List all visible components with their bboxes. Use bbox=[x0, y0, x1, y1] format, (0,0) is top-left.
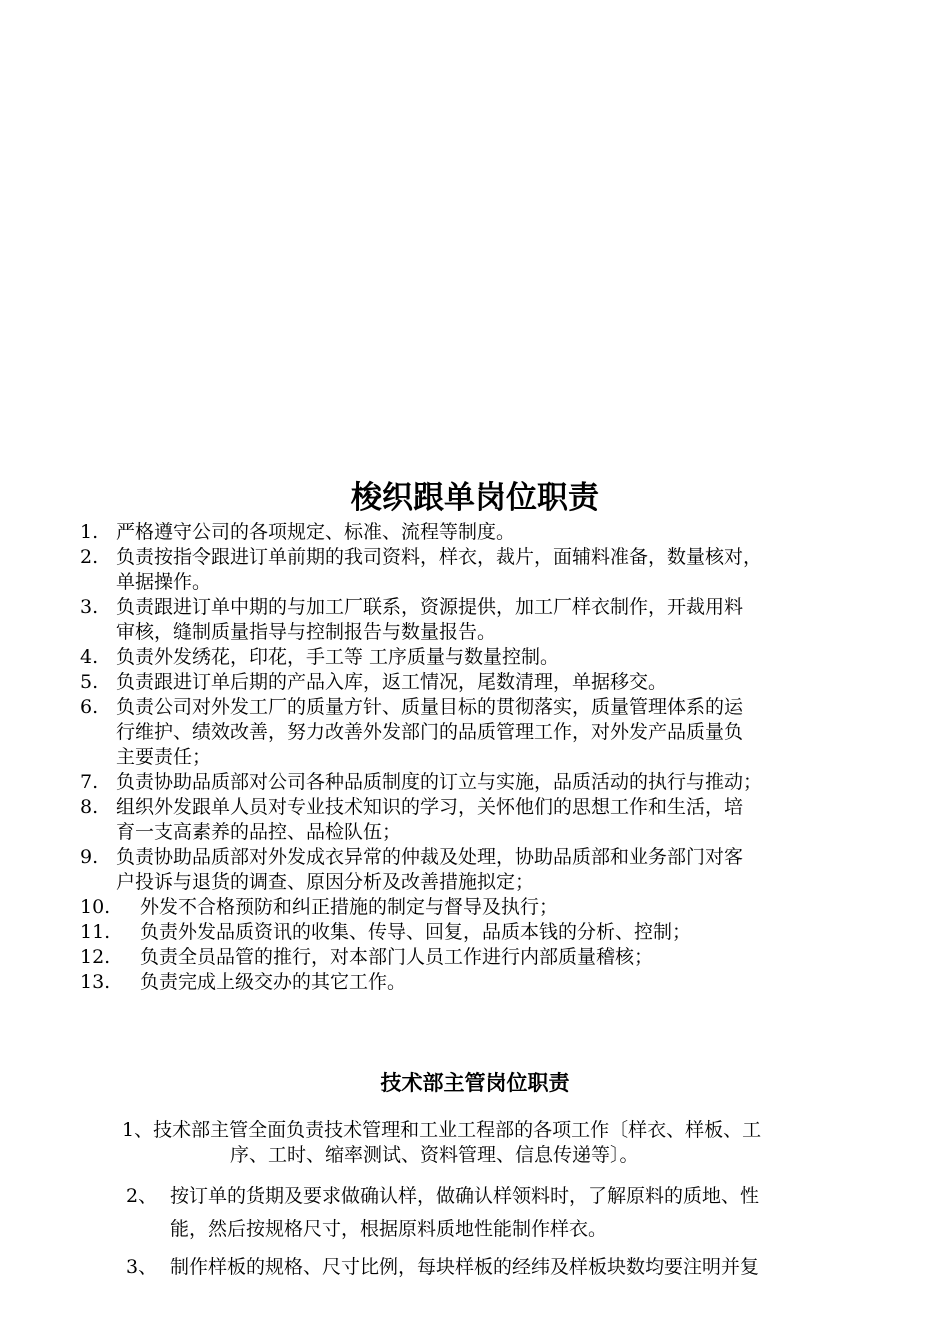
list-item bbox=[80, 695, 880, 770]
list-item bbox=[80, 920, 880, 945]
item-line: 主要责任； bbox=[116, 746, 212, 768]
paragraph-line: 能，然后按规格尺寸，根据原料质地性能制作样衣。 bbox=[170, 1218, 608, 1240]
item-number: 4. bbox=[80, 646, 99, 668]
item-line: 育一支高素养的品控、品检队伍； bbox=[116, 821, 402, 843]
list-item bbox=[80, 645, 880, 670]
list-item bbox=[80, 595, 880, 645]
list-item bbox=[80, 895, 880, 920]
list-item bbox=[80, 545, 880, 595]
item-line: 户投诉与退货的调查、原因分析及改善措施拟定； bbox=[116, 871, 535, 893]
duty-paragraph bbox=[126, 1251, 886, 1284]
section-title-weaving-merchandiser: 梭织跟单岗位职责 bbox=[351, 480, 599, 516]
item-number: 3. bbox=[80, 596, 99, 618]
item-number: 8. bbox=[80, 796, 99, 818]
item-number: 13. bbox=[80, 971, 111, 993]
item-line: 行维护、绩效改善，努力改善外发部门的品质管理工作，对外发产品质量负 bbox=[116, 721, 744, 743]
section-title-technical-supervisor: 技术部主管岗位职责 bbox=[380, 1071, 570, 1095]
item-line: 单据操作。 bbox=[116, 571, 212, 593]
item-line: 负责跟进订单中期的与加工厂联系，资源提供，加工厂样衣制作，开裁用料 bbox=[116, 596, 744, 618]
item-line: 负责完成上级交办的其它工作。 bbox=[140, 971, 407, 993]
list-item bbox=[80, 845, 880, 895]
duty-paragraph bbox=[126, 1180, 886, 1246]
item-number: 6. bbox=[80, 696, 99, 718]
item-line: 负责公司对外发工厂的质量方针、质量目标的贯彻落实，质量管理体系的运 bbox=[116, 696, 744, 718]
item-line: 审核，缝制质量指导与控制报告与数量报告。 bbox=[116, 621, 497, 643]
paragraph-line: 制作样板的规格、尺寸比例，每块样板的经纬及样板块数均要注明并复 bbox=[170, 1256, 760, 1278]
item-line: 负责跟进订单后期的产品入库，返工情况，尾数清理，单据移交。 bbox=[116, 671, 668, 693]
item-line: 负责外发品质资讯的收集、传导、回复，品质本钱的分析、控制； bbox=[140, 921, 692, 943]
duty-list-weaving bbox=[80, 520, 880, 995]
item-line: 负责按指令跟进订单前期的我司资料，样衣，裁片，面辅料准备，数量核对， bbox=[116, 546, 763, 568]
item-line: 外发不合格预防和纠正措施的制定与督导及执行； bbox=[140, 896, 559, 918]
item-number: 11. bbox=[80, 921, 111, 943]
paragraph-line: 序、工时、缩率测试、资料管理、信息传递等〕。 bbox=[230, 1144, 639, 1166]
item-number: 7. bbox=[80, 771, 99, 793]
item-line: 负责协助品质部对外发成衣异常的仲裁及处理，协助品质部和业务部门对客 bbox=[116, 846, 744, 868]
list-item bbox=[80, 970, 880, 995]
item-number: 12. bbox=[80, 946, 111, 968]
list-item bbox=[80, 670, 880, 695]
item-number: 5. bbox=[80, 671, 99, 693]
item-line: 严格遵守公司的各项规定、标准、流程等制度。 bbox=[116, 521, 516, 543]
item-line: 负责外发绣花，印花，手工等 工序质量与数量控制。 bbox=[116, 646, 560, 668]
item-line: 负责协助品质部对公司各种品质制度的订立与实施，品质活动的执行与推动； bbox=[116, 771, 763, 793]
item-number: 1. bbox=[80, 521, 99, 543]
list-item bbox=[80, 945, 880, 970]
paragraph-line: 1、技术部主管全面负责技术管理和工业工程部的各项工作〔样衣、样板、工 bbox=[122, 1119, 762, 1141]
paragraph-number: 2、 bbox=[126, 1185, 158, 1207]
item-line: 负责全员品管的推行，对本部门人员工作进行内部质量稽核； bbox=[140, 946, 654, 968]
paragraph-line: 按订单的货期及要求做确认样，做确认样领料时，了解原料的质地、性 bbox=[170, 1185, 760, 1207]
list-item bbox=[80, 520, 880, 545]
item-line: 组织外发跟单人员对专业技术知识的学习，关怀他们的思想工作和生活，培 bbox=[116, 796, 744, 818]
item-number: 9. bbox=[80, 846, 99, 868]
list-item bbox=[80, 770, 880, 795]
duty-paragraph bbox=[122, 1118, 882, 1168]
item-number: 10. bbox=[80, 896, 111, 918]
item-number: 2. bbox=[80, 546, 99, 568]
paragraph-number: 3、 bbox=[126, 1256, 158, 1278]
list-item bbox=[80, 795, 880, 845]
